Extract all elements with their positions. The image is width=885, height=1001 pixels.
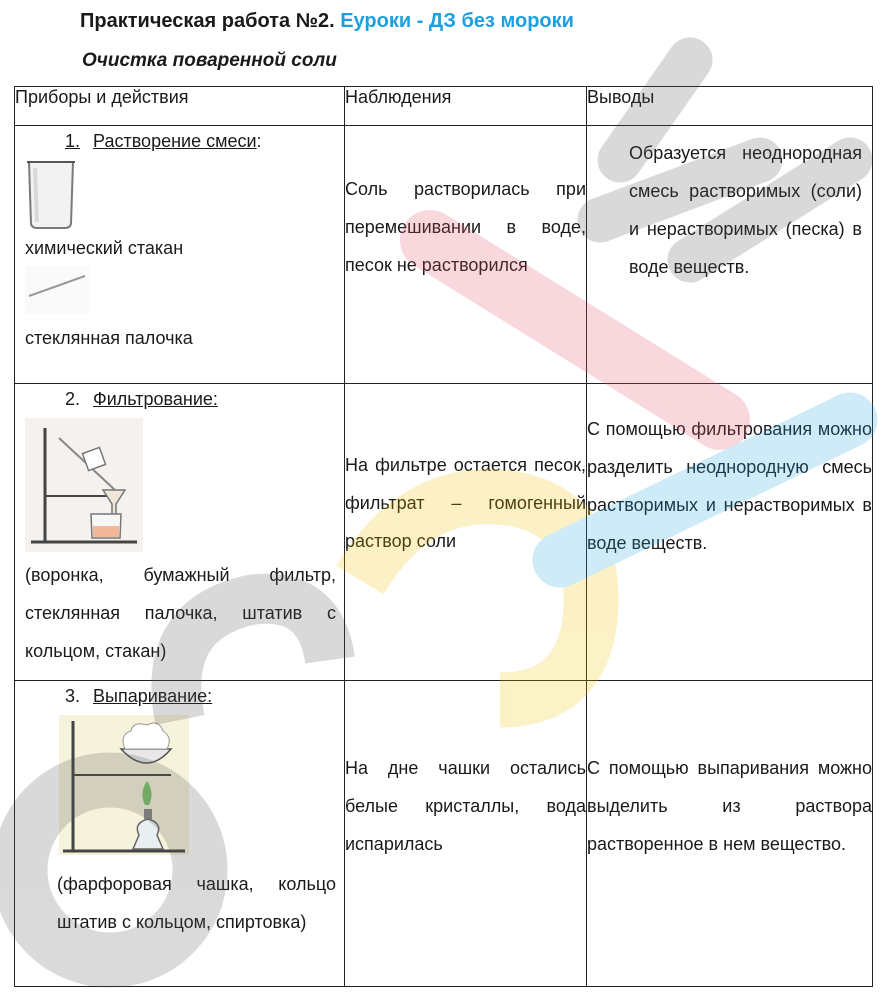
conclusion-text: С помощью фильтрования можно разделить неоднородную смесь растворимых и нерастворимых в воде веществ. [587,419,872,553]
glass-rod-label: стеклянная палочка [25,328,193,348]
step-number: 2. [65,389,81,409]
beaker-label: химический стакан [25,238,184,258]
observation-cell [345,126,587,384]
evaporation-illustration [59,715,189,855]
column-header-observations: Наблюдения [345,87,587,126]
brand-link[interactable]: Еуроки - ДЗ без мороки [340,10,574,32]
column-header-equipment: Приборы и действия [15,87,345,126]
step-title: Выпаривание: [93,686,213,706]
title-text: Практическая работа №2. [80,10,335,32]
equipment-cell [15,384,345,681]
filtration-equipment-text: (воронка, бумажный фильтр, стеклянная палочка, штатив с кольцом, стакан) [25,565,336,661]
results-table [14,86,873,987]
conclusion-text: Образуется неоднородная смесь растворимых (соли) и нерастворимых (песка) в воде веществ. [629,143,862,277]
beaker-illustration [25,158,77,230]
table-row [15,126,873,384]
equipment-cell [15,681,345,987]
conclusion-cell [587,681,873,987]
observation-cell [345,681,587,987]
glass-rod-illustration [25,266,89,314]
observation-cell [345,384,587,681]
conclusion-text: С помощью выпаривания можно выделить из раствора растворенное в нем вещество. [587,758,872,854]
table-row [15,384,873,681]
table-header-row [15,87,873,126]
observation-text: На фильтре остается песок, фильтрат – гомогенный раствор соли [345,455,586,551]
filtration-illustration [25,418,143,552]
observation-text: На дне чашки остались белые кристаллы, вода испарилась [345,758,586,854]
equipment-cell: 1. Растворение смеси: химический стакан стеклянная палочка [15,126,345,384]
step-number: 3. [65,686,81,706]
step-number: 1. [65,131,81,151]
page-title [80,10,574,33]
conclusion-cell [587,126,873,384]
step-title: Фильтрование: [93,389,218,409]
evaporation-equipment-text: (фарфоровая чашка, кольцо штатив с кольцом, спиртовка) [57,874,336,932]
column-header-conclusions: Выводы [587,87,873,126]
conclusion-cell [587,384,873,681]
observation-text: Соль растворилась при перемешивании в воде, песок не растворился [345,179,586,275]
step-title: Растворение смеси [93,131,257,151]
table-row [15,681,873,987]
page-subtitle: Очистка поваренной соли [82,50,337,71]
